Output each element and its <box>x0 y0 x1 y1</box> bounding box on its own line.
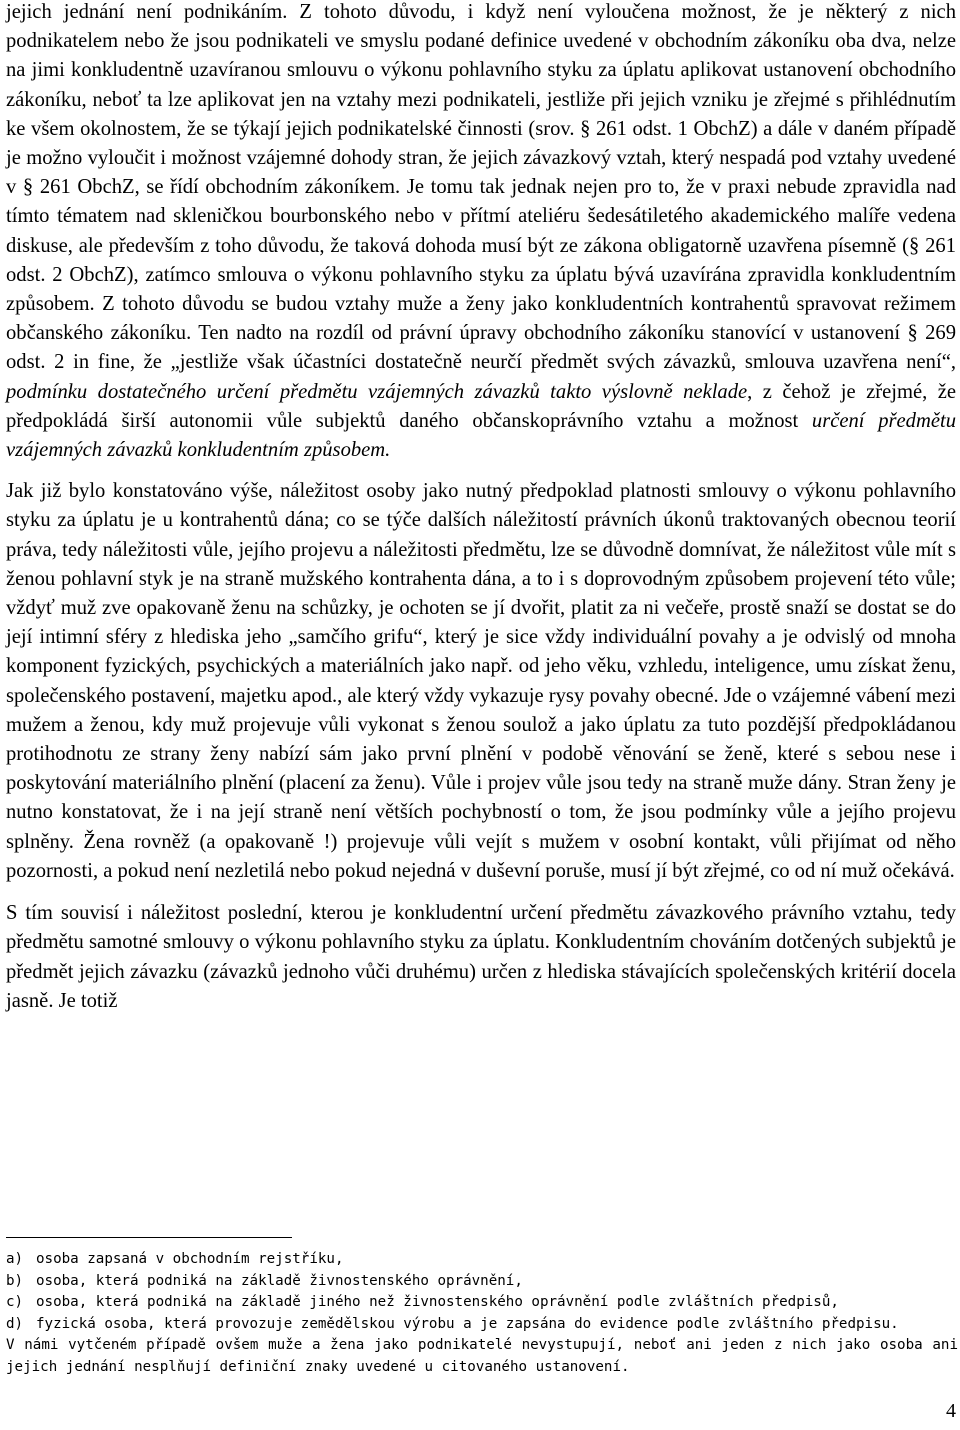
footnote-marker: d) <box>6 1315 24 1332</box>
page-number: 4 <box>946 1400 956 1422</box>
footnote-item <box>6 1292 958 1314</box>
paragraph-3: S tím souvisí i náležitost poslední, kterou je konkludentní určení předmětu závazkového právního vztahu, tedy předmětu samotné smlouvy o výkonu pohlavního styku za úplatu. Konkludentním chováním dotčených subjektů je předmět jejich závazku (závazků jednoho vůči druhému) určen z hlediska stávajících společenských kritérií docela jasně. Je totiž <box>6 902 956 1012</box>
paragraph-1 <box>6 0 956 465</box>
footnote-marker: a) <box>6 1251 24 1267</box>
footnote-text: osoba, která podniká na základě jiného než živnostenského oprávnění podle zvláštních předpisů, <box>36 1294 839 1310</box>
footnote-tail: V námi vytčeném případě ovšem muže a žena jako podnikatelé nevystupují, neboť ani jeden z nich jako osoba ani jejich jednání nesplňují definiční znaky uvedené u citovaného ustanovení. <box>6 1337 958 1375</box>
footnote-text: osoba, která podniká na základě živnostenského oprávnění, <box>36 1272 523 1289</box>
paragraph-2: Jak již bylo konstatováno výše, náležitost osoby jako nutný předpoklad platnosti smlouvy o výkonu pohlavního styku za úplatu je u kontrahentů dána; co se týče dalších náležitostí právních úkonů traktovaných obecnou teorií práva, tedy náležitosti vůle, jejího projevu a náležitosti předmětu, lze se důvodně domnívat, že náležitost vůle mít s ženou pohlavní styk je na straně mužského kontrahenta dána, a to i s doprovodným způsobem projevení této vůle; vždyť muž zve opakovaně ženu na schůzky, je ochoten se jí dvořit, platit za ni večeře, prostě snaží se dostat se do její intimní sféry z hlediska jeho „samčího grifu“, který je sice vždy individuální povahy a je odvislý od mnoha komponent fyzických, psychických a materiálních jako např. od jeho věku, vzhledu, inteligence, umu získat ženu, společenského postavení, majetku apod., ale který vždy vykazuje rysy povahy obecné. Jde o vzájemné vábení mezi mužem a ženou, kdy muž projevuje vůli vykonat s ženou soulož a jako úplatu za tuto pozdější předpokládanou protihodnotu ze strany ženy nabízí sám jako první plnění v podobě věnování se ženě, které s sebou nese i poskytování materiálního plnění (placení za ženu). Vůle i projev vůle jsou tedy na straně muže dány. Stran ženy je nutno konstatovat, že i na její straně není větších pochybností o tom, že jsou podmínky vůle a jejího projevu splněny. Žena rovněž (a opakovaně !) projevuje vůli vejít s mužem v osobní kontakt, vůli přijímat od něho pozornosti, a pokud není nezletilá nebo pokud nejedná v duševní poruše, musí jí být zřejmé, co od ní muž očekává. <box>6 480 956 882</box>
paragraph-1-text: jejich jednání není podnikáním. Z tohoto důvodu, i když není vyloučena možnost, že je některý z nich podnikatelem nebo že jsou podnikateli ve smyslu podané definice uvedené v obchodním zákoníku oba dva, nelze na jimi konkludentně uzavíranou smlouvu o výkonu pohlavního styku za úplatu aplikovat ustanovení obchodního zákoníku, neboť ta lze aplikovat jen na vztahy mezi podnikateli, jestliže při jejich vzniku je zřejmé s přihlédnutím ke všem okolnostem, že se týkají jejich podnikatelské činnosti (srov. § 261 odst. 1 ObchZ) a dále v daném případě je možno vyloučit i možnost vzájemné dohody stran, že jejich závazkový vztah, který nespadá pod vztahy uvedené v § 261 ObchZ, se řídí obchodním zákoníkem. Je tomu tak jednak nejen pro to, že v praxi nebude zpravidla nad tímto tématem nad skleničkou bourbonského nebo v přítmí ateliéru šedesátiletého akademického malíře vedena diskuse, ale především z toho důvodu, že taková dohoda musí být ze zákona obligatorně uzavřena písemně (§ 261 odst. 2 ObchZ), zatímco smlouva o výkonu pohlavního styku za úplatu bývá uzavírána zpravidla konkludentním způsobem. Z tohoto důvodu se budou vztahy muže a ženy jako konkludentních kontrahentů spravovat režimem občanského zákoníku. Ten nadto na rozdíl od právní úpravy obchodního zákoníku stanovící v ustanovení § 269 odst. 2 in fine, že „jestliže však účastníci dostatečně neurčí předmět svých závazků, smlouva uzavřena není“, <box>6 1 956 374</box>
footnote-text: fyzická osoba, která provozuje zemědělskou výrobu a je zapsána do evidence podle zvláštního předpisu. <box>36 1315 899 1332</box>
paragraph-1-italic: podmínku dostatečného určení předmětu vzájemných závazků takto výslovně neklade <box>6 380 748 403</box>
footnote-item <box>6 1314 958 1336</box>
paragraph-1-text-cont: , z čehož je zřejmé, že předpokládá širší autonomii vůle subjektů daného občanskoprávního vztahu a možnost <box>6 380 956 432</box>
footnotes <box>6 1249 958 1378</box>
footnote-text: osoba zapsaná v obchodním rejstříku, <box>36 1251 344 1267</box>
paragraph-1-italic-end: určení předmětu vzájemných závazků konkludentním způsobem. <box>6 409 956 462</box>
footnote-marker: c) <box>6 1294 24 1310</box>
footnote-marker: b) <box>6 1272 24 1289</box>
footnote-item <box>6 1249 958 1271</box>
footnote-separator <box>6 1237 292 1238</box>
footnote-item <box>6 1271 958 1293</box>
document-body <box>6 0 956 1016</box>
